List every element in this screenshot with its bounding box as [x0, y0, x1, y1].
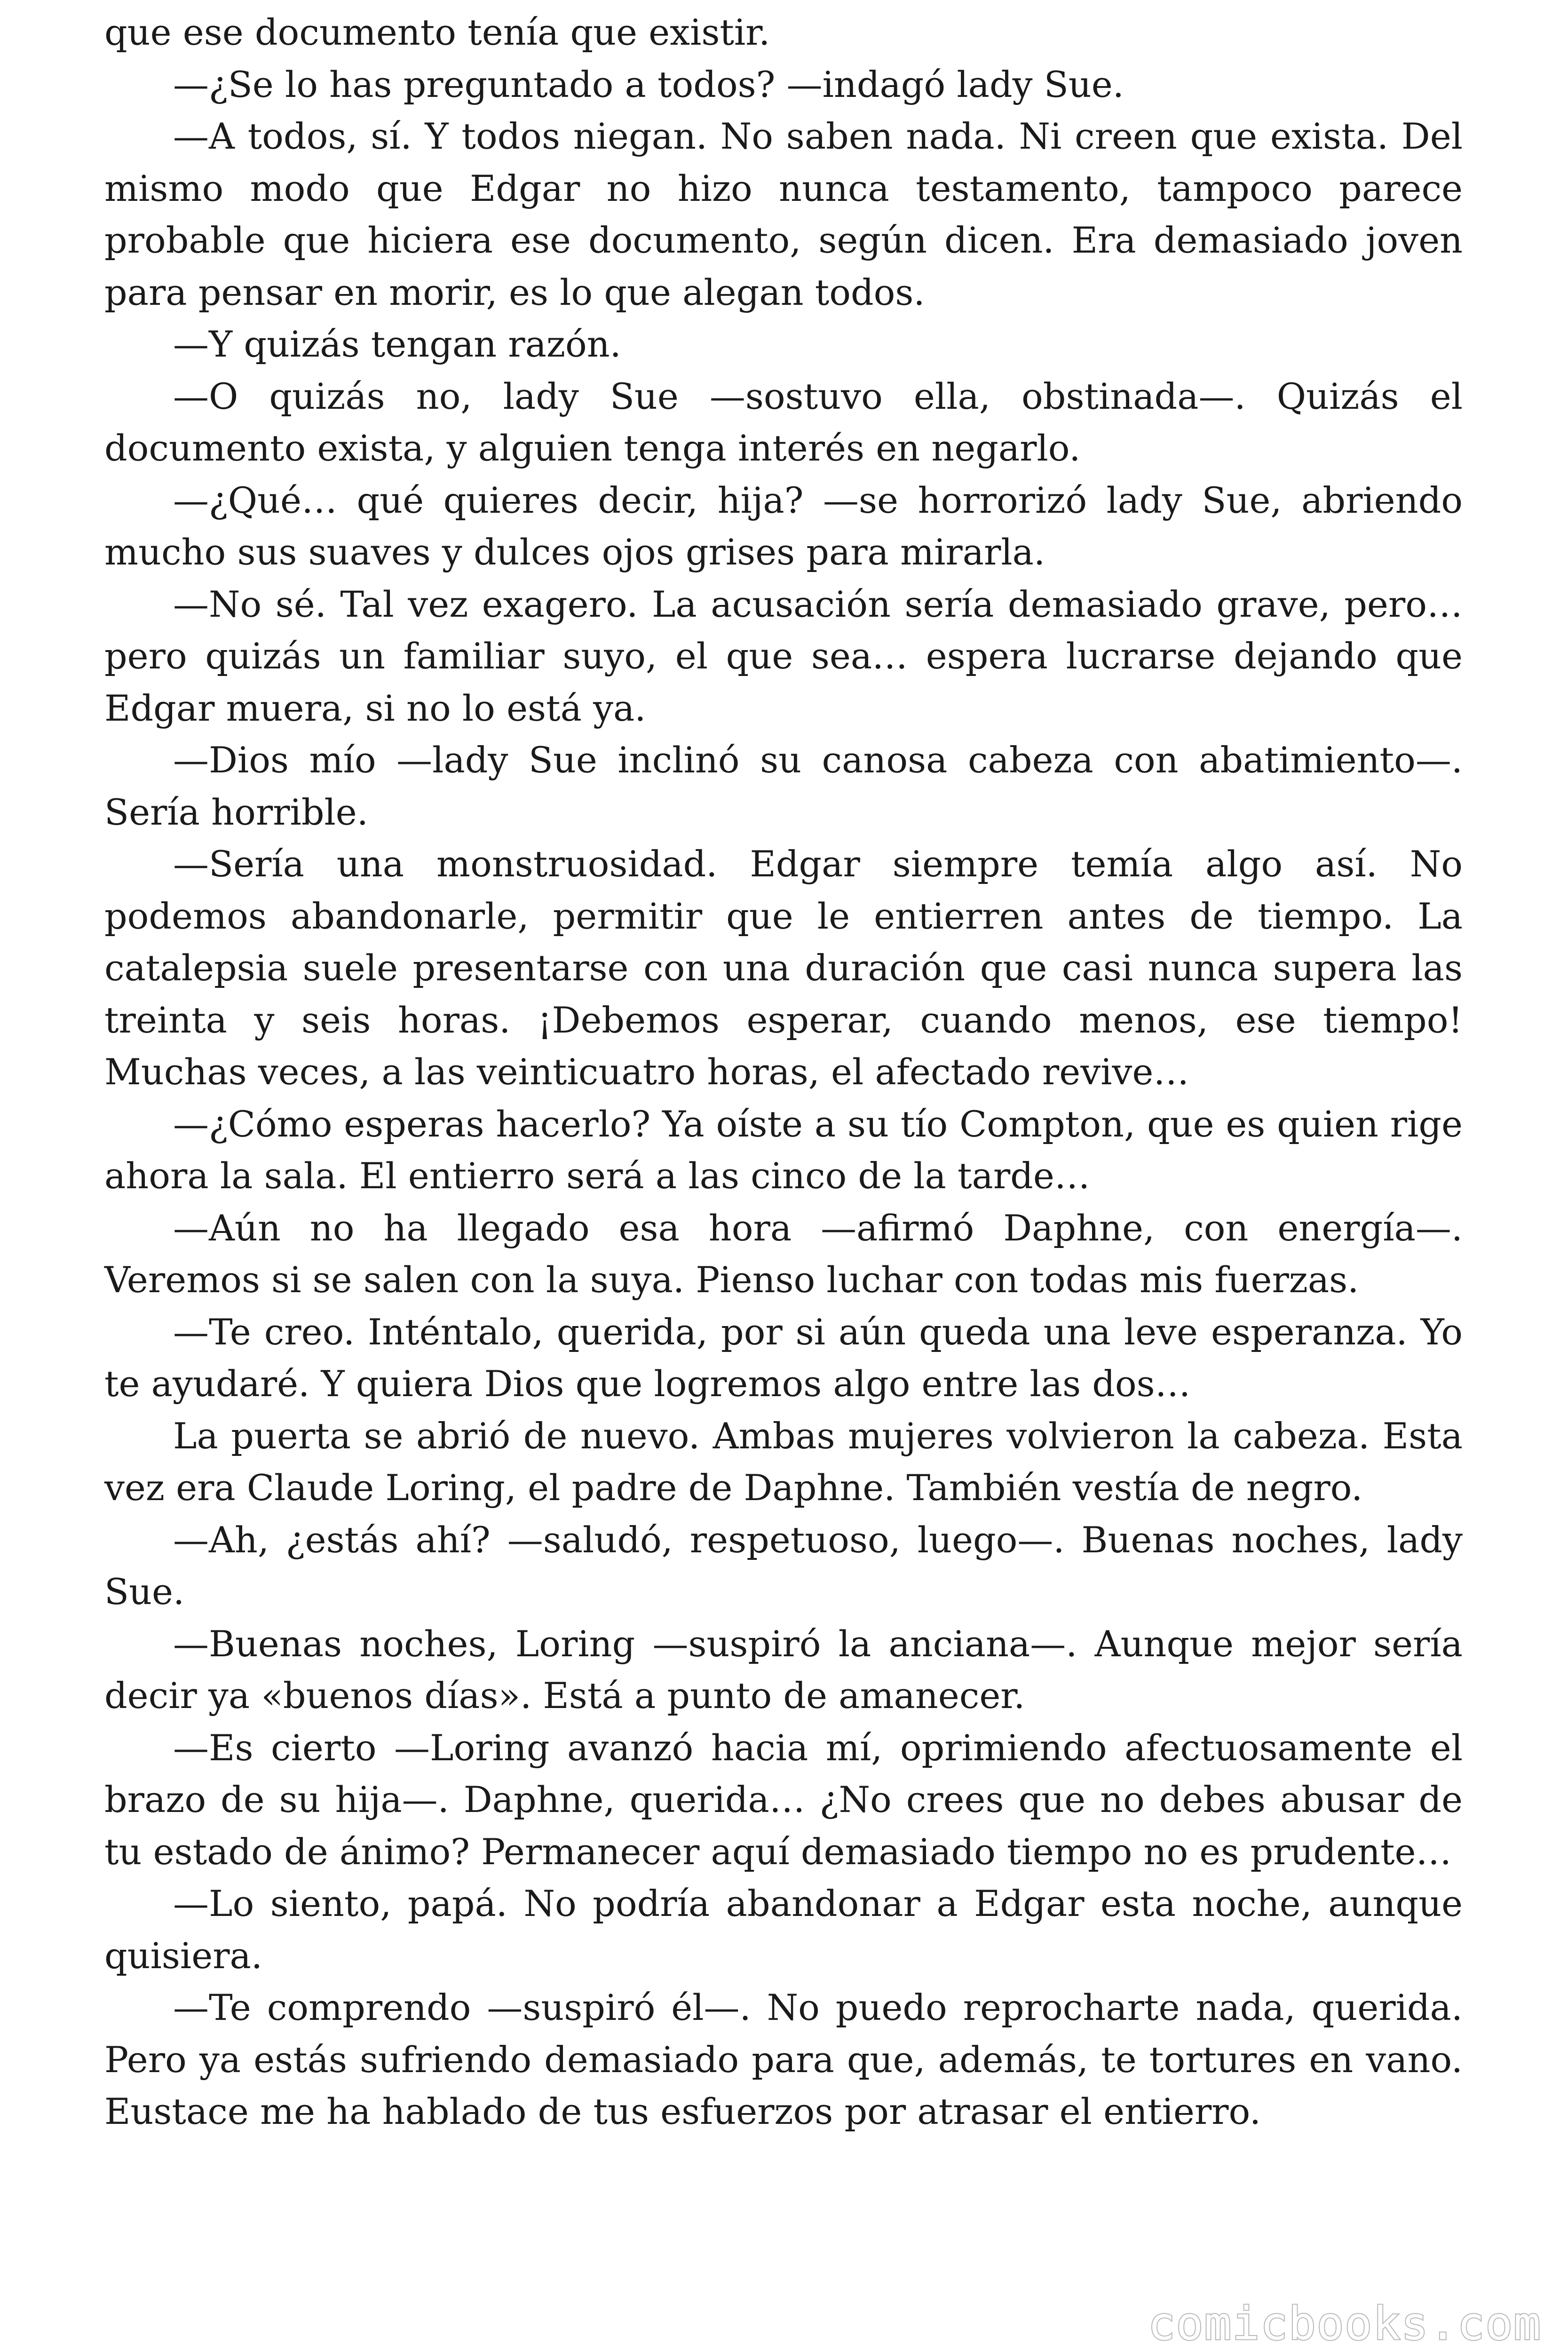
paragraph: —Buenas noches, Loring —suspiró la anciana—. Aunque mejor sería decir ya «buenos días». Está a punto de amanecer.: [104, 1622, 1463, 1716]
body-text: [104, 7, 1463, 2138]
paragraph: —A todos, sí. Y todos niegan. No saben nada. Ni creen que exista. Del mismo modo que Edgar no hizo nunca testamento, tampoco parece probable que hiciera ese documento, según dicen. Era demasiado joven para pensar en morir, es lo que alegan todos.: [104, 115, 1463, 313]
paragraph: —Sería una monstruosidad. Edgar siempre temía algo así. No podemos abandonarle, permitir que le entierren antes de tiempo. La catalepsia suele presentarse con una duración que casi nunca supera las treinta y seis horas. ¡Debemos esperar, cuando menos, ese tiempo! Muchas veces, a las veinticuatro horas, el afectado revive…: [104, 843, 1463, 1093]
watermark: comicbooks.com: [1148, 2297, 1542, 2350]
paragraph: —Dios mío —lady Sue inclinó su canosa cabeza con abatimiento—. Sería horrible.: [104, 739, 1463, 833]
paragraph: —Lo siento, papá. No podría abandonar a Edgar esta noche, aunque quisiera.: [104, 1883, 1463, 1977]
paragraph: —Y quizás tengan razón.: [173, 323, 621, 365]
paragraph: —¿Qué… qué quieres decir, hija? —se horrorizó lady Sue, abriendo mucho sus suaves y dulces ojos grises para mirarla.: [104, 479, 1463, 573]
paragraph: —Ah, ¿estás ahí? —saludó, respetuoso, luego—. Buenas noches, lady Sue.: [104, 1518, 1463, 1613]
paragraph: que ese documento tenía que existir.: [104, 11, 770, 53]
paragraph: —Es cierto —Loring avanzó hacia mí, oprimiendo afectuosamente el brazo de su hija—. Daphne, querida… ¿No crees que no debes abusar de tu estado de ánimo? Permanecer aquí demasiado tiempo no es prudente…: [104, 1726, 1463, 1873]
paragraph: —¿Se lo has preguntado a todos? —indagó lady Sue.: [173, 63, 1124, 105]
paragraph: —O quizás no, lady Sue —sostuvo ella, obstinada—. Quizás el documento exista, y alguien tenga interés en negarlo.: [104, 375, 1463, 469]
paragraph: La puerta se abrió de nuevo. Ambas mujeres volvieron la cabeza. Esta vez era Claude Loring, el padre de Daphne. También vestía de negro.: [104, 1414, 1463, 1509]
paragraph: —¿Cómo esperas hacerlo? Ya oíste a su tío Compton, que es quien rige ahora la sala. El entierro será a las cinco de la tarde…: [104, 1103, 1463, 1197]
paragraph: —Aún no ha llegado esa hora —afirmó Daphne, con energía—. Veremos si se salen con la suya. Pienso luchar con todas mis fuerzas.: [104, 1207, 1463, 1301]
paragraph: —Te comprendo —suspiró él—. No puedo reprocharte nada, querida. Pero ya estás sufriendo demasiado para que, además, te tortures en vano. Eustace me ha hablado de tus esfuerzos por atrasar el entierro.: [104, 1986, 1463, 2132]
paragraph: —No sé. Tal vez exagero. La acusación sería demasiado grave, pero… pero quizás un familiar suyo, el que sea… espera lucrarse dejando que Edgar muera, si no lo está ya.: [104, 583, 1463, 729]
paragraph: —Te creo. Inténtalo, querida, por si aún queda una leve esperanza. Yo te ayudaré. Y quiera Dios que logremos algo entre las dos…: [104, 1311, 1463, 1405]
